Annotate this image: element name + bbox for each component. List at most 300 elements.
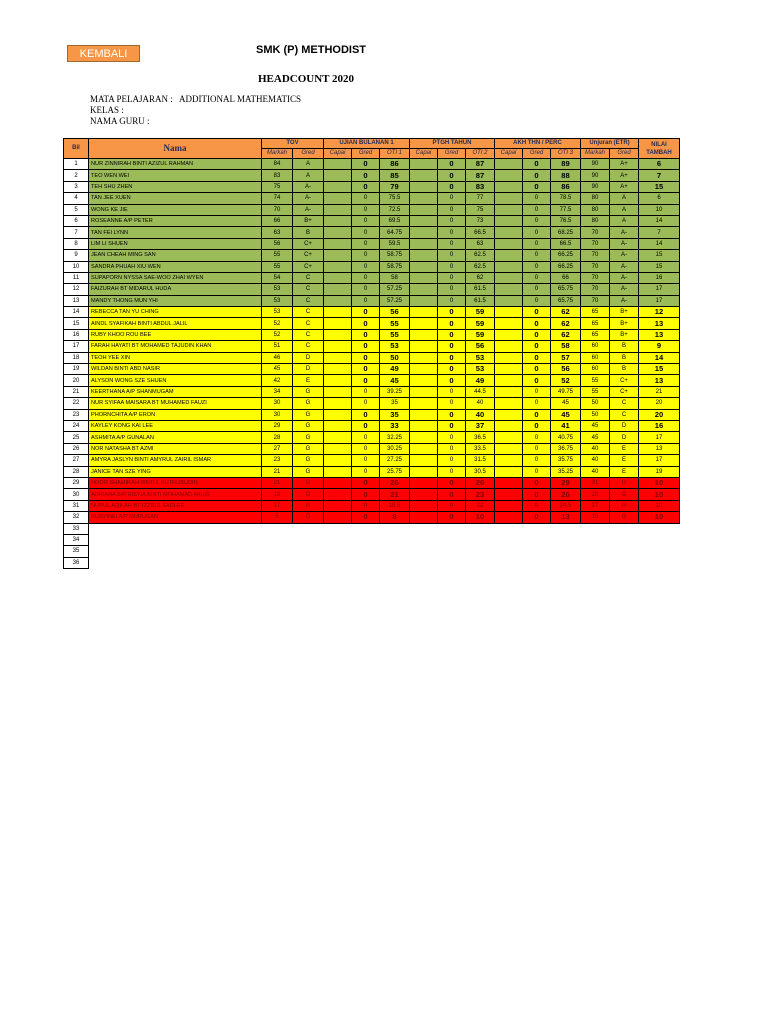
cell-ptc xyxy=(410,170,438,181)
subheader-oti3: OTI 3 xyxy=(551,149,581,159)
cell-ptg: 0 xyxy=(438,364,466,375)
cell-o3: 45 xyxy=(551,398,581,409)
cell-o1: 35 xyxy=(380,398,410,409)
cell-ptg: 0 xyxy=(438,341,466,352)
table-row xyxy=(64,364,680,375)
cell-name: AMYRA JASLYN BINTI AMYRUL ZAIRIL ISMAR xyxy=(89,455,262,466)
table-row xyxy=(64,193,680,204)
cell-tg: D xyxy=(293,364,324,375)
cell-name: SUPAPORN NYSSA SAE-WOO ZHAI WYEN xyxy=(89,272,262,283)
cell-eg: B xyxy=(610,364,639,375)
cell-empty xyxy=(89,523,262,534)
table-row xyxy=(64,398,680,409)
cell-bil: 28 xyxy=(64,466,89,477)
cell-eg: B+ xyxy=(610,318,639,329)
table-row xyxy=(64,238,680,249)
cell-bil: 31 xyxy=(64,500,89,511)
cell-o1: 57.25 xyxy=(380,295,410,306)
cell-u1c xyxy=(324,215,352,226)
cell-o1: 69.5 xyxy=(380,215,410,226)
cell-bil: 24 xyxy=(64,420,89,431)
cell-o2: 30.5 xyxy=(466,466,495,477)
cell-bil: 1 xyxy=(64,159,89,170)
table-row-empty xyxy=(64,546,680,557)
cell-o3: 49.75 xyxy=(551,386,581,397)
cell-em: 40 xyxy=(581,455,610,466)
cell-eg: A+ xyxy=(610,159,639,170)
cell-akc xyxy=(495,284,523,295)
table-body xyxy=(64,159,680,569)
cell-tg: C xyxy=(293,307,324,318)
cell-u1c xyxy=(324,443,352,454)
cell-u1g: 0 xyxy=(352,477,380,488)
cell-eg: G xyxy=(610,477,639,488)
cell-o1: 45 xyxy=(380,375,410,386)
cell-name: AINDL SYAFIKAH BINTI ABDUL JALIL xyxy=(89,318,262,329)
cell-ptg: 0 xyxy=(438,432,466,443)
cell-ptc xyxy=(410,512,438,523)
cell-tm: 53 xyxy=(262,295,293,306)
cell-o3: 26 xyxy=(551,489,581,500)
cell-eg: A+ xyxy=(610,181,639,192)
cell-ptg: 0 xyxy=(438,386,466,397)
cell-u1c xyxy=(324,512,352,523)
cell-bil: 18 xyxy=(64,352,89,363)
cell-em: 50 xyxy=(581,398,610,409)
cell-akg: 0 xyxy=(523,215,551,226)
cell-akc xyxy=(495,261,523,272)
cell-o1: 75.5 xyxy=(380,193,410,204)
cell-akg: 0 xyxy=(523,352,551,363)
subheader-capai: Capai xyxy=(495,149,523,159)
cell-bil: 9 xyxy=(64,250,89,261)
cell-name: TEO WEN WEI xyxy=(89,170,262,181)
subheader-gred: Gred xyxy=(293,149,324,159)
cell-name: TEH SHU ZHEN xyxy=(89,181,262,192)
cell-o3: 57 xyxy=(551,352,581,363)
cell-o3: 88 xyxy=(551,170,581,181)
cell-bil: 3 xyxy=(64,181,89,192)
cell-u1g: 0 xyxy=(352,455,380,466)
cell-name: NOR NATASHA BT AZMI xyxy=(89,443,262,454)
cell-o2: 49 xyxy=(466,375,495,386)
cell-o3: 68.25 xyxy=(551,227,581,238)
cell-eg: B+ xyxy=(610,307,639,318)
table-row xyxy=(64,250,680,261)
cell-name: PHORNCHITA A/P ERON xyxy=(89,409,262,420)
cell-tm: 30 xyxy=(262,398,293,409)
cell-akg: 0 xyxy=(523,443,551,454)
cell-nt: 13 xyxy=(639,375,680,386)
cell-ptg: 0 xyxy=(438,455,466,466)
cell-tg: A- xyxy=(293,204,324,215)
header-nilai-tambah: NILAI TAMBAH xyxy=(639,139,680,159)
cell-o1: 86 xyxy=(380,159,410,170)
cell-u1c xyxy=(324,170,352,181)
cell-eg: A- xyxy=(610,227,639,238)
cell-u1g: 0 xyxy=(352,272,380,283)
table-row xyxy=(64,375,680,386)
cell-em: 28 xyxy=(581,489,610,500)
cell-o1: 39.25 xyxy=(380,386,410,397)
cell-o3: 65.75 xyxy=(551,295,581,306)
cell-akg: 0 xyxy=(523,238,551,249)
cell-nt: 7 xyxy=(639,170,680,181)
teacher-line xyxy=(90,116,150,126)
cell-ptg: 0 xyxy=(438,193,466,204)
cell-ptc xyxy=(410,455,438,466)
cell-tm: 28 xyxy=(262,432,293,443)
cell-tm: 21 xyxy=(262,466,293,477)
cell-o2: 75 xyxy=(466,204,495,215)
table-row xyxy=(64,352,680,363)
cell-o2: 59 xyxy=(466,307,495,318)
cell-o2: 26 xyxy=(466,477,495,488)
cell-bil: 25 xyxy=(64,432,89,443)
cell-name: KAYLEY KONG KAI LEE xyxy=(89,420,262,431)
cell-em: 55 xyxy=(581,375,610,386)
cell-nt: 15 xyxy=(639,261,680,272)
cell-nt: 9 xyxy=(639,341,680,352)
cell-akg: 0 xyxy=(523,272,551,283)
cell-o3: 36.75 xyxy=(551,443,581,454)
page-title: HEADCOUNT 2020 xyxy=(258,73,355,85)
table-row xyxy=(64,295,680,306)
cell-ptg: 0 xyxy=(438,215,466,226)
cell-u1g: 0 xyxy=(352,159,380,170)
table-row xyxy=(64,489,680,500)
cell-em: 65 xyxy=(581,329,610,340)
cell-ptc xyxy=(410,250,438,261)
cell-o1: 55 xyxy=(380,318,410,329)
cell-eg: C xyxy=(610,398,639,409)
cell-o3: 77.5 xyxy=(551,204,581,215)
cell-akg: 0 xyxy=(523,455,551,466)
cell-tm: 18 xyxy=(262,489,293,500)
cell-ptc xyxy=(410,284,438,295)
cell-eg: B+ xyxy=(610,329,639,340)
cell-bil: 4 xyxy=(64,193,89,204)
cell-u1c xyxy=(324,295,352,306)
cell-nt: 10 xyxy=(639,489,680,500)
cell-em: 27 xyxy=(581,500,610,511)
cell-tg: G xyxy=(293,512,324,523)
cell-akc xyxy=(495,170,523,181)
cell-akc xyxy=(495,250,523,261)
cell-u1g: 0 xyxy=(352,238,380,249)
cell-nt: 6 xyxy=(639,159,680,170)
cell-akg: 0 xyxy=(523,341,551,352)
cell-akc xyxy=(495,215,523,226)
cell-akc xyxy=(495,227,523,238)
cell-bil: 29 xyxy=(64,477,89,488)
cell-name: NUR ZINNIRAH BINTI AZIZUL RAHMAN xyxy=(89,159,262,170)
cell-u1c xyxy=(324,341,352,352)
cell-name: KEERTHANA A/P SHANMUGAM xyxy=(89,386,262,397)
subject-line xyxy=(90,94,301,104)
cell-eg: B xyxy=(610,352,639,363)
cell-ptc xyxy=(410,193,438,204)
cell-akc xyxy=(495,455,523,466)
cell-bil: 27 xyxy=(64,455,89,466)
cell-tm: 29 xyxy=(262,420,293,431)
table-row xyxy=(64,512,680,523)
cell-tg: C xyxy=(293,329,324,340)
cell-u1g: 0 xyxy=(352,512,380,523)
cell-o1: 56 xyxy=(380,307,410,318)
cell-u1g: 0 xyxy=(352,295,380,306)
cell-u1g: 0 xyxy=(352,409,380,420)
cell-bil: 2 xyxy=(64,170,89,181)
cell-bil: 15 xyxy=(64,318,89,329)
cell-name: MANDY THONG MUN YHI xyxy=(89,295,262,306)
cell-eg: G xyxy=(610,489,639,500)
cell-tm: 84 xyxy=(262,159,293,170)
cell-em: 15 xyxy=(581,512,610,523)
cell-o2: 62.5 xyxy=(466,261,495,272)
cell-nt: 10 xyxy=(639,477,680,488)
cell-tm: 54 xyxy=(262,272,293,283)
cell-eg: A xyxy=(610,215,639,226)
table-row xyxy=(64,455,680,466)
cell-tg: G xyxy=(293,455,324,466)
cell-ptg: 0 xyxy=(438,318,466,329)
cell-o3: 62 xyxy=(551,318,581,329)
cell-em: 70 xyxy=(581,238,610,249)
table-row xyxy=(64,307,680,318)
cell-o2: 53 xyxy=(466,364,495,375)
table-row xyxy=(64,500,680,511)
cell-bil: 33 xyxy=(64,523,89,534)
cell-tg: G xyxy=(293,466,324,477)
cell-u1g: 0 xyxy=(352,329,380,340)
subheader-capai: Capai xyxy=(324,149,352,159)
cell-u1c xyxy=(324,250,352,261)
cell-nt: 16 xyxy=(639,272,680,283)
cell-o3: 66.25 xyxy=(551,261,581,272)
table-row xyxy=(64,227,680,238)
cell-eg: A- xyxy=(610,261,639,272)
cell-nt: 19 xyxy=(639,466,680,477)
cell-ptg: 0 xyxy=(438,307,466,318)
cell-u1g: 0 xyxy=(352,307,380,318)
cell-bil: 21 xyxy=(64,386,89,397)
cell-ptc xyxy=(410,386,438,397)
cell-tg: A- xyxy=(293,193,324,204)
cell-tm: 46 xyxy=(262,352,293,363)
cell-akg: 0 xyxy=(523,307,551,318)
cell-akg: 0 xyxy=(523,420,551,431)
header-nama: Nama xyxy=(89,139,262,159)
cell-name: LIM LI SHUEN xyxy=(89,238,262,249)
table-row-empty xyxy=(64,534,680,545)
cell-name: RUBYINEI A/P MURUGAN xyxy=(89,512,262,523)
cell-u1c xyxy=(324,489,352,500)
cell-tm: 17 xyxy=(262,500,293,511)
cell-tm: 42 xyxy=(262,375,293,386)
cell-o1: 35 xyxy=(380,409,410,420)
cell-akg: 0 xyxy=(523,193,551,204)
cell-u1c xyxy=(324,227,352,238)
cell-tm: 30 xyxy=(262,409,293,420)
cell-eg: E xyxy=(610,455,639,466)
cell-u1c xyxy=(324,318,352,329)
table-row xyxy=(64,329,680,340)
cell-tg: C xyxy=(293,284,324,295)
cell-ptg: 0 xyxy=(438,227,466,238)
cell-ptc xyxy=(410,227,438,238)
cell-tm: 63 xyxy=(262,227,293,238)
cell-nt: 16 xyxy=(639,420,680,431)
cell-nt: 13 xyxy=(639,443,680,454)
cell-o1: 50 xyxy=(380,352,410,363)
cell-akg: 0 xyxy=(523,159,551,170)
cell-tm: 52 xyxy=(262,329,293,340)
table-row xyxy=(64,318,680,329)
cell-akg: 0 xyxy=(523,227,551,238)
subheader-gred: Gred xyxy=(352,149,380,159)
cell-name: REBECCA TAN YU CHING xyxy=(89,307,262,318)
cell-bil: 7 xyxy=(64,227,89,238)
table-row xyxy=(64,284,680,295)
cell-tm: 53 xyxy=(262,284,293,295)
cell-bil: 36 xyxy=(64,557,89,568)
cell-empty xyxy=(89,546,262,557)
cell-tg: G xyxy=(293,432,324,443)
cell-nt: 17 xyxy=(639,284,680,295)
cell-o3: 56 xyxy=(551,364,581,375)
cell-bil: 30 xyxy=(64,489,89,500)
cell-em: 70 xyxy=(581,295,610,306)
cell-eg: C+ xyxy=(610,386,639,397)
cell-o1: 58.75 xyxy=(380,261,410,272)
cell-em: 55 xyxy=(581,386,610,397)
cell-nt: 10 xyxy=(639,512,680,523)
cell-tg: A- xyxy=(293,181,324,192)
cell-em: 90 xyxy=(581,159,610,170)
cell-akc xyxy=(495,307,523,318)
cell-akg: 0 xyxy=(523,261,551,272)
cell-u1c xyxy=(324,284,352,295)
cell-u1c xyxy=(324,204,352,215)
cell-ptg: 0 xyxy=(438,398,466,409)
cell-tg: C+ xyxy=(293,250,324,261)
cell-u1c xyxy=(324,193,352,204)
cell-ptc xyxy=(410,352,438,363)
cell-ptc xyxy=(410,238,438,249)
cell-name: TAN FEI LYNN xyxy=(89,227,262,238)
cell-bil: 23 xyxy=(64,409,89,420)
cell-em: 70 xyxy=(581,250,610,261)
cell-akg: 0 xyxy=(523,375,551,386)
cell-o2: 87 xyxy=(466,159,495,170)
subheader-gred: Gred xyxy=(523,149,551,159)
class-label: KELAS : xyxy=(90,105,124,115)
cell-akg: 0 xyxy=(523,500,551,511)
cell-ptc xyxy=(410,295,438,306)
cell-o3: 41 xyxy=(551,420,581,431)
cell-eg: A+ xyxy=(610,170,639,181)
cell-o1: 58.75 xyxy=(380,250,410,261)
cell-akc xyxy=(495,512,523,523)
cell-em: 90 xyxy=(581,181,610,192)
cell-eg: G xyxy=(610,500,639,511)
cell-u1g: 0 xyxy=(352,466,380,477)
cell-akc xyxy=(495,500,523,511)
cell-name: TEOH YEE XIN xyxy=(89,352,262,363)
cell-akc xyxy=(495,443,523,454)
cell-u1g: 0 xyxy=(352,489,380,500)
cell-u1c xyxy=(324,364,352,375)
subheader-gred: Gred xyxy=(438,149,466,159)
cell-o1: 58 xyxy=(380,272,410,283)
cell-name: JANICE TAN SZE YING xyxy=(89,466,262,477)
cell-o2: 36.5 xyxy=(466,432,495,443)
cell-o2: 61.5 xyxy=(466,295,495,306)
subheader-markah: Markah xyxy=(581,149,610,159)
cell-o1: 53 xyxy=(380,341,410,352)
cell-o1: 21 xyxy=(380,489,410,500)
cell-akc xyxy=(495,204,523,215)
cell-u1g: 0 xyxy=(352,181,380,192)
cell-o3: 66 xyxy=(551,272,581,283)
cell-tm: 34 xyxy=(262,386,293,397)
cell-u1g: 0 xyxy=(352,261,380,272)
cell-u1g: 0 xyxy=(352,204,380,215)
cell-name: FAIZURAH BT MIDARUL HUDA xyxy=(89,284,262,295)
header-tov: TOV xyxy=(262,139,324,149)
cell-ptg: 0 xyxy=(438,250,466,261)
cell-tg: E xyxy=(293,375,324,386)
cell-em: 40 xyxy=(581,443,610,454)
cell-o2: 59 xyxy=(466,329,495,340)
cell-ptc xyxy=(410,341,438,352)
school-name: SMK (P) METHODIST xyxy=(256,44,366,56)
cell-bil: 19 xyxy=(64,364,89,375)
cell-akg: 0 xyxy=(523,250,551,261)
cell-nt: 7 xyxy=(639,227,680,238)
cell-tg: B+ xyxy=(293,215,324,226)
cell-tm: 75 xyxy=(262,181,293,192)
cell-o3: 24.5 xyxy=(551,500,581,511)
table-row xyxy=(64,181,680,192)
cell-akc xyxy=(495,477,523,488)
cell-ptg: 0 xyxy=(438,352,466,363)
cell-name: WONG KE JIE xyxy=(89,204,262,215)
cell-o2: 77 xyxy=(466,193,495,204)
cell-tm: 66 xyxy=(262,215,293,226)
cell-eg: A xyxy=(610,193,639,204)
cell-u1c xyxy=(324,398,352,409)
header-akh-thn: AKH THN / PERC xyxy=(495,139,581,149)
header-bil: Bil xyxy=(64,139,89,159)
cell-o1: 19.5 xyxy=(380,500,410,511)
cell-nt: 10 xyxy=(639,500,680,511)
cell-eg: C+ xyxy=(610,375,639,386)
cell-o1: 49 xyxy=(380,364,410,375)
table-row xyxy=(64,386,680,397)
kembali-button[interactable]: KEMBALI xyxy=(67,45,140,62)
cell-bil: 20 xyxy=(64,375,89,386)
cell-tm: 5 xyxy=(262,512,293,523)
cell-em: 60 xyxy=(581,341,610,352)
cell-ptc xyxy=(410,432,438,443)
cell-tg: G xyxy=(293,420,324,431)
cell-u1g: 0 xyxy=(352,398,380,409)
cell-tm: 51 xyxy=(262,341,293,352)
cell-akg: 0 xyxy=(523,432,551,443)
cell-tg: G xyxy=(293,477,324,488)
